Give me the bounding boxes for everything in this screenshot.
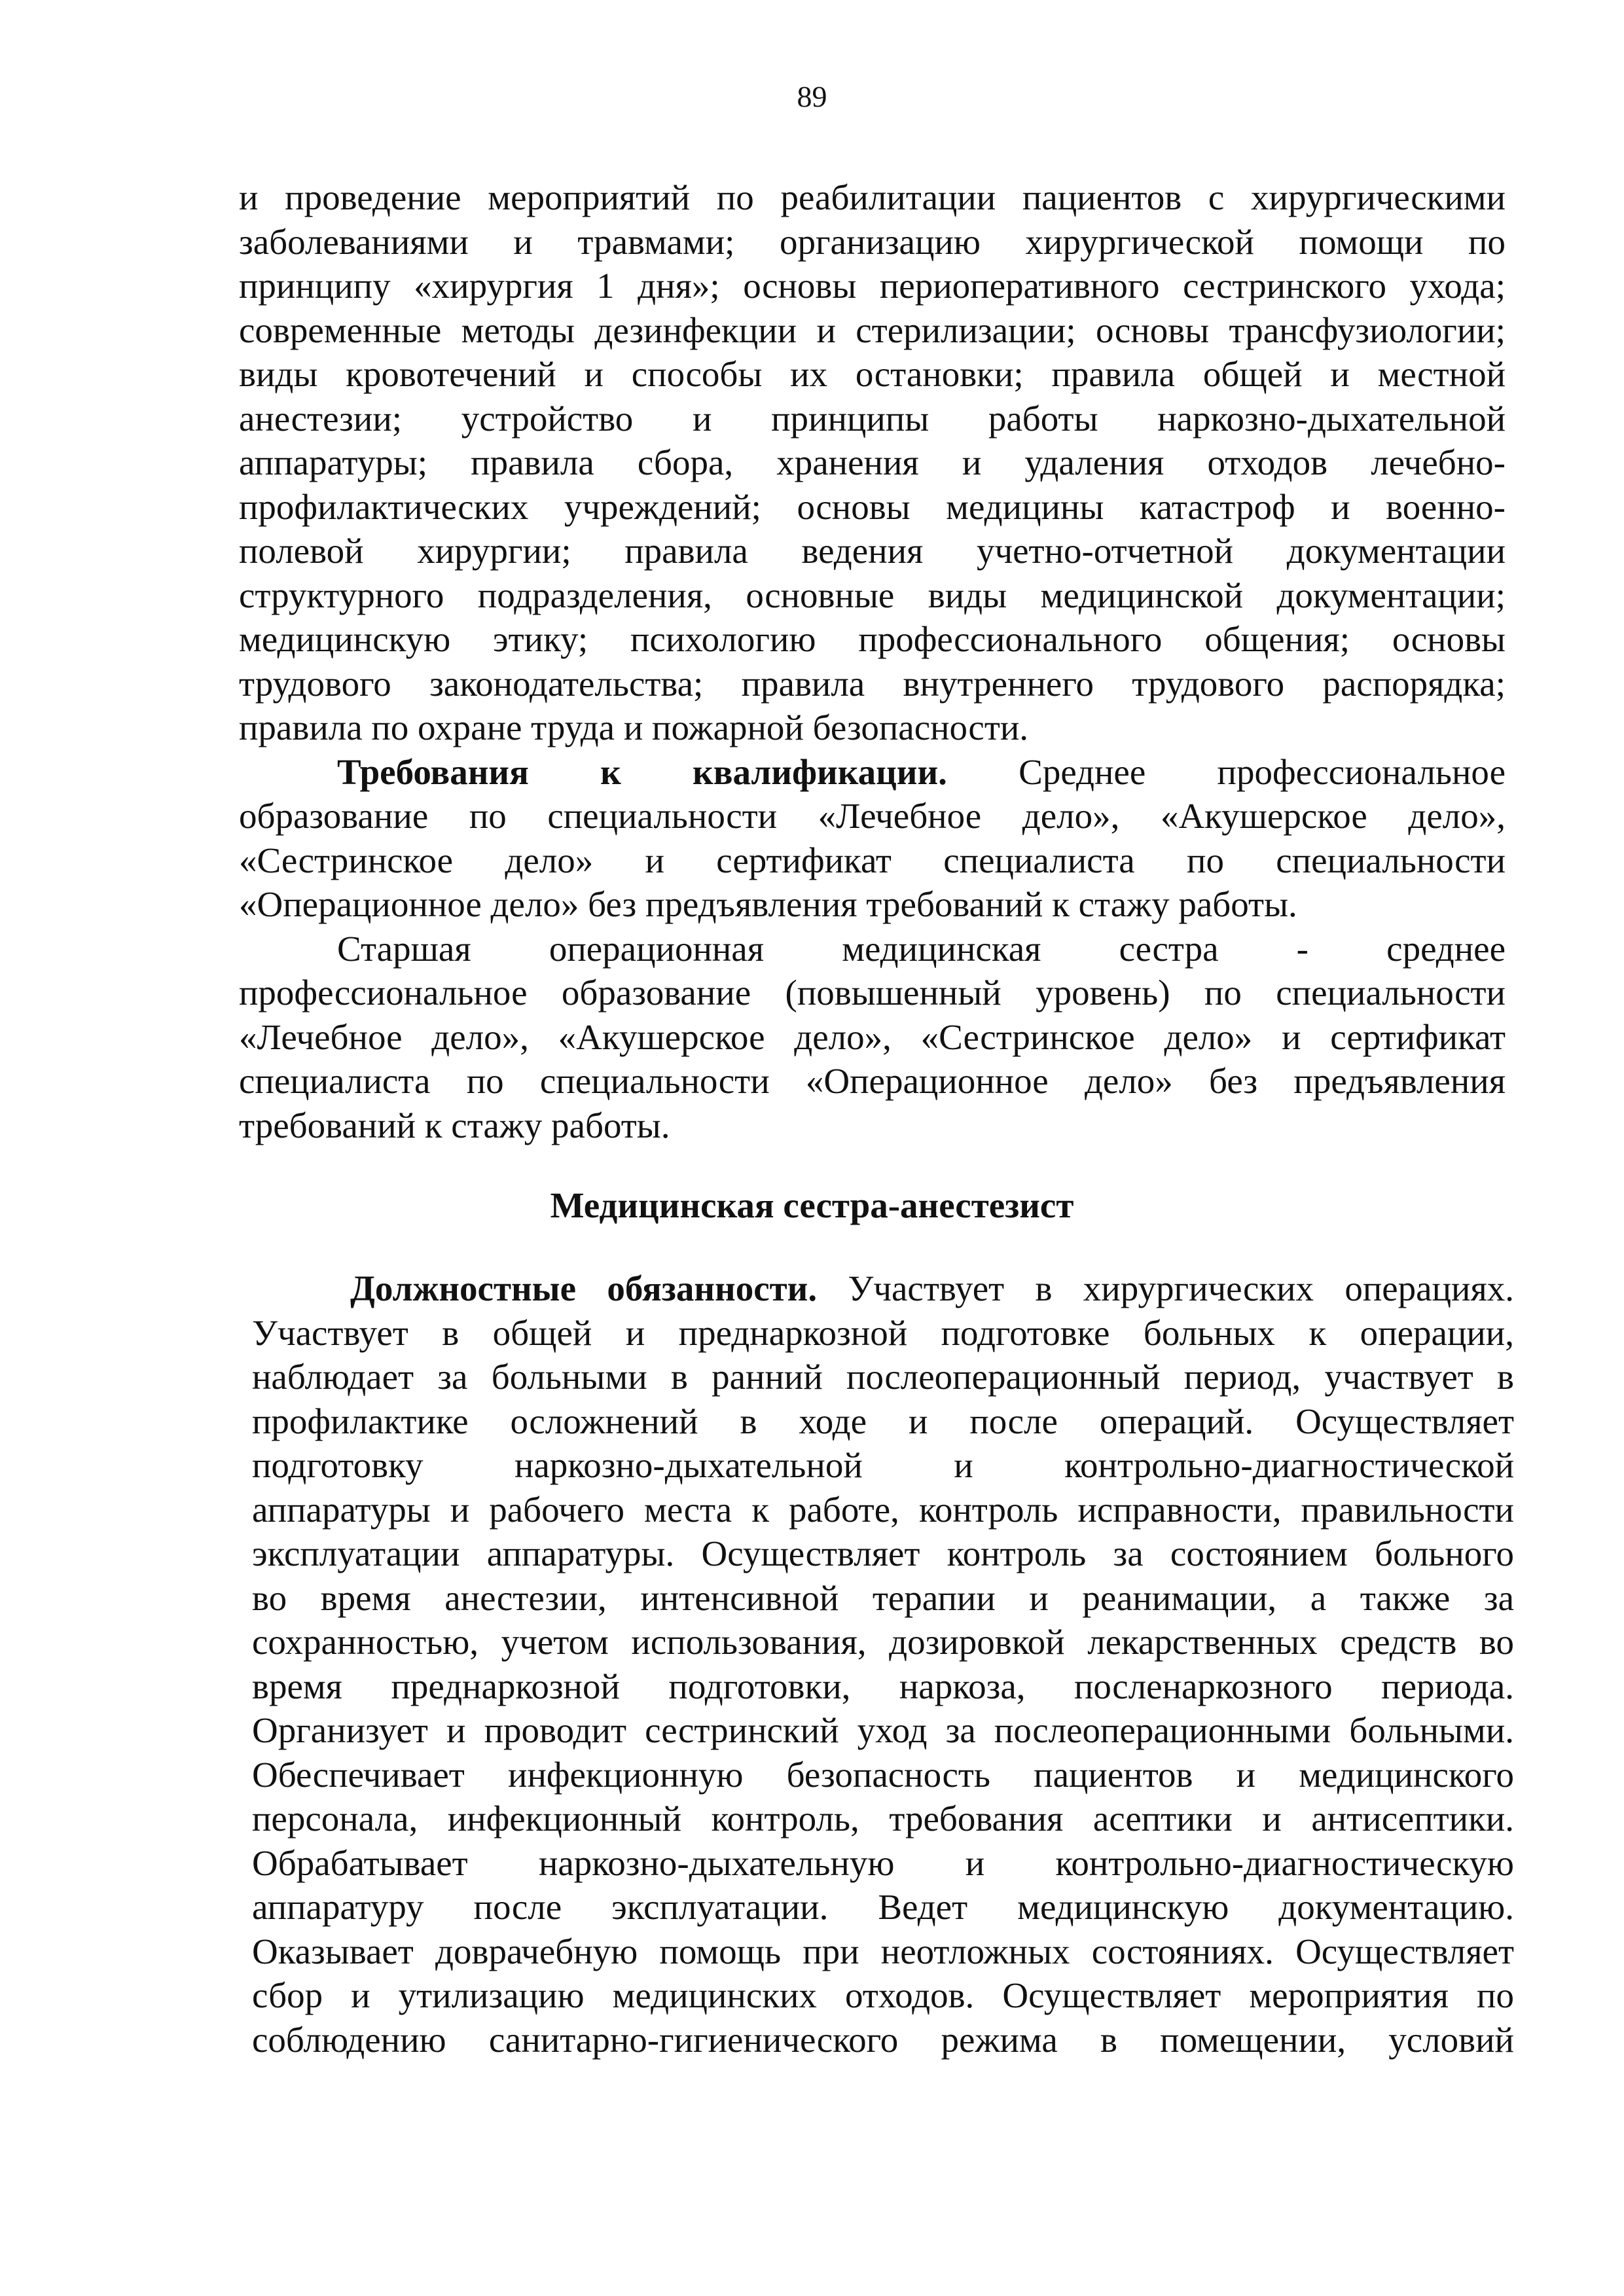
text-line: «Операционное дело» без предъявления требований к стажу работы. [239, 884, 1297, 924]
text-line: персонала, инфекционный контроль, требования асептики и антисептики. [252, 1799, 1514, 1839]
text-line: «Сестринское дело» и сертификат специалиста по специальности [239, 840, 1506, 880]
text-line: Обрабатывает наркозно-дыхательную и контрольно-диагностическую [252, 1842, 1514, 1883]
text-line: профессиональное образование (повышенный уровень) по специальности [239, 973, 1506, 1013]
text-line: анестезии; устройство и принципы работы наркозно-дыхательной [239, 398, 1506, 439]
text-line: сбор и утилизацию медицинских отходов. Осуществляет мероприятия по [252, 1975, 1514, 2015]
text-line: образование по специальности «Лечебное дело», «Акушерское дело», [239, 796, 1506, 836]
text-line: требований к стажу работы. [239, 1105, 670, 1145]
page-number: 89 [797, 80, 827, 113]
text-line: заболеваниями и травмами; организацию хирургической помощи по [239, 221, 1506, 262]
text-line: соблюдению санитарно-гигиенического режима в помещении, условий [252, 2019, 1514, 2060]
text-line: Обеспечивает инфекционную безопасность пациентов и медицинского [252, 1754, 1514, 1795]
text-line: трудового законодательства; правила внутреннего трудового распорядка; [239, 663, 1506, 704]
text-line: полевой хирургии; правила ведения учетно-отчетной документации [239, 531, 1506, 571]
text-word: профессиональное [1217, 751, 1506, 792]
text-line: сохранностью, учетом использования, дозировкой лекарственных средств во [252, 1622, 1514, 1662]
text-line: наблюдает за больными в ранний послеоперационный период, участвует в [252, 1357, 1514, 1397]
qualification-label-word: к [600, 751, 621, 792]
duties-first-line [252, 1266, 1514, 1311]
text-line: время преднаркозной подготовки, наркоза, посленаркозного периода. [252, 1666, 1514, 1706]
text-line: принципу «хирургия 1 дня»; основы периоперативного сестринского ухода; [239, 266, 1506, 306]
text-line: во время анестезии, интенсивной терапии и реанимации, а также за [252, 1577, 1514, 1618]
text-line: «Лечебное дело», «Акушерское дело», «Сестринское дело» и сертификат [239, 1016, 1506, 1057]
text-line: Старшая операционная медицинская сестра - среднее [337, 928, 1506, 969]
text-line: аппаратуры и рабочего места к работе, контроль исправности, правильности [252, 1489, 1514, 1530]
text-line: Оказывает доврачебную помощь при неотложных состояниях. Осуществляет [252, 1931, 1514, 1971]
text-line: профилактических учреждений; основы медицины катастроф и военно- [239, 486, 1506, 527]
text-line: Участвует в общей и преднаркозной подготовке больных к операции, [252, 1312, 1514, 1353]
section-heading: Медицинская сестра-анестезист [550, 1185, 1074, 1225]
text-line: специалиста по специальности «Операционное дело» без предъявления [239, 1061, 1506, 1101]
text-line: структурного подразделения, основные виды медицинской документации; [239, 575, 1506, 615]
text-line: медицинскую этику; психологию профессионального общения; основы [239, 619, 1506, 659]
text-word: Среднее [1019, 751, 1146, 792]
qualification-label-word: Требования [337, 751, 529, 792]
text-fragment: Участвует в хирургических операциях. [848, 1268, 1515, 1308]
qualification-label-word: квалификации. [693, 751, 947, 792]
text-line: Организует и проводит сестринский уход за послеоперационными больными. [252, 1710, 1514, 1750]
duties-label: Должностные обязанности. [350, 1268, 818, 1308]
text-line: подготовку наркозно-дыхательной и контрольно-диагностической [252, 1445, 1514, 1485]
text-line: аппаратуры; правила сбора, хранения и удаления отходов лечебно- [239, 442, 1506, 482]
text-line: эксплуатации аппаратуры. Осуществляет контроль за состоянием больного [252, 1534, 1514, 1573]
text-line: правила по охране труда и пожарной безопасности. [239, 708, 1029, 747]
text-line: виды кровотечений и способы их остановки; правила общей и местной [239, 354, 1506, 394]
section-requirements-text [239, 175, 1506, 1147]
text-line: профилактике осложнений в ходе и после операций. Осуществляет [252, 1401, 1514, 1441]
qualification-first-line [239, 750, 1506, 795]
text-line: современные методы дезинфекции и стерилизации; основы трансфузиологии; [239, 310, 1506, 350]
text-line: аппаратуру после эксплуатации. Ведет медицинскую документацию. [252, 1887, 1514, 1927]
text-line: и проведение мероприятий по реабилитации пациентов с хирургическими [239, 177, 1506, 217]
section-duties-text [252, 1266, 1514, 2062]
